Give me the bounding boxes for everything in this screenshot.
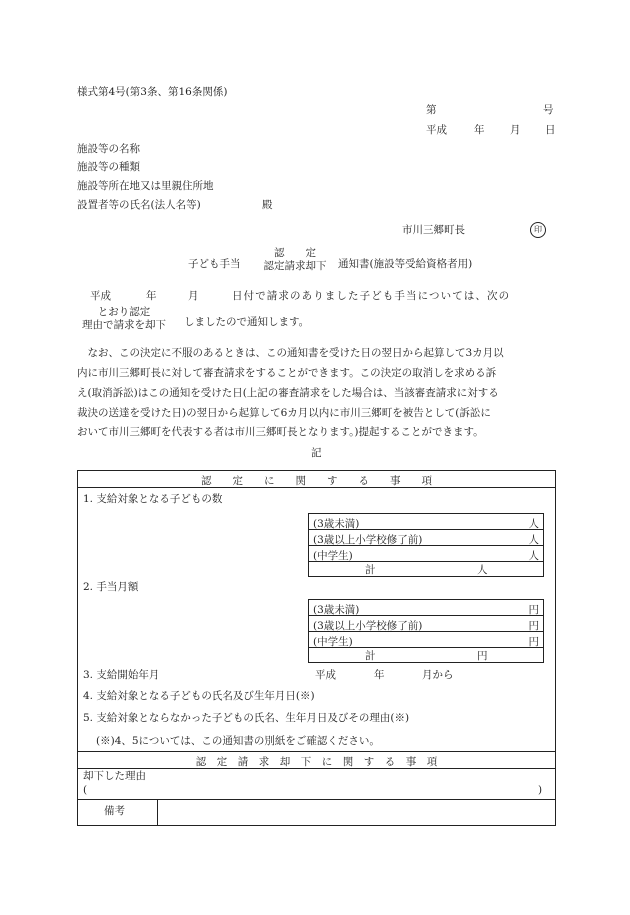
title-prefix: 子ども手当 xyxy=(188,258,241,270)
appeal-line-5: おいて市川三郷町を代表する者は市川三郷町長となります。)提起することができます。 xyxy=(77,426,484,438)
approval-header: 認 定 に 関 す る 事 項 xyxy=(201,475,432,487)
facility-name-label: 施設等の名称 xyxy=(77,143,140,155)
notice-text: 日付で請求のありました子ども手当については、次の xyxy=(232,290,511,302)
child-count-total: 計 人 xyxy=(365,564,488,576)
notice-option-approval: とおり認定 xyxy=(97,306,151,318)
honorific: 殿 xyxy=(262,199,273,211)
approval-note: (※)4、5については、この通知書の別紙をご確認ください。 xyxy=(96,735,380,747)
child-count-box xyxy=(308,513,544,577)
item3-era: 平成 xyxy=(315,669,336,681)
divider xyxy=(78,487,555,488)
founder-name-label: 設置者等の氏名(法人名等) xyxy=(77,199,201,211)
item3-year: 年 xyxy=(374,669,385,681)
child-count-row-preschool: (3歳以上小学校修了前) 人 xyxy=(309,530,543,546)
date-day: 日 xyxy=(545,124,556,136)
date-era: 平成 xyxy=(426,124,447,136)
notice-option-rejection: 理由で請求を却下 xyxy=(82,319,166,332)
item1-label: 1. 支給対象となる子どもの数 xyxy=(83,493,223,505)
ki-label: 記 xyxy=(311,447,322,459)
item5-label: 5. 支給対象とならなかった子どもの氏名、生年月日及びその理由(※) xyxy=(83,712,410,724)
notice-year: 年 xyxy=(146,290,157,302)
rejection-header: 認 定 請 求 却 下 に 関 す る 事 項 xyxy=(195,756,438,768)
amount-row-middle: (中学生) 円 xyxy=(309,632,543,648)
appeal-line-1: なお、この決定に不服のあるときは、この通知書を受けた日の翌日から起算して3カ月以 xyxy=(77,347,504,359)
amount-total: 計 円 xyxy=(365,650,488,662)
appeal-line-4: 裁決の送達を受けた日)の翌日から起算して6カ月以内に市川三郷町を被告として(訴訟に xyxy=(77,407,491,419)
rejection-reason-label: 却下した理由 xyxy=(83,770,146,782)
divider xyxy=(78,799,555,800)
title-option-stack xyxy=(255,247,335,273)
remarks-label: 備考 xyxy=(104,805,125,817)
child-count-row-middle: (中学生) 人 xyxy=(309,546,543,562)
amount-row-under3: (3歳未満) 円 xyxy=(309,600,543,616)
title-suffix: 通知書(施設等受給資格者用) xyxy=(338,258,473,270)
divider xyxy=(78,751,555,752)
amount-row-preschool: (3歳以上小学校修了前) 円 xyxy=(309,616,543,632)
date-year: 年 xyxy=(474,124,485,136)
rejection-open-paren: ( xyxy=(83,784,88,796)
item3-month-from: 月から xyxy=(422,669,454,681)
child-count-row-under3: (3歳未満) 人 xyxy=(309,514,543,530)
number-prefix: 第 xyxy=(426,104,437,116)
form-reference: 様式第4号(第3条、第16条関係) xyxy=(77,86,228,98)
facility-address-label: 施設等所在地又は里親住所地 xyxy=(77,180,214,192)
notice-month: 月 xyxy=(188,290,199,302)
issuer-seal xyxy=(530,222,546,238)
facility-type-label: 施設等の種類 xyxy=(77,161,140,173)
appeal-line-3: え(取消訴訟)はこの通知を受けた日(上記の審査請求をした場合は、当該審査請求に対する xyxy=(77,387,499,399)
number-suffix: 号 xyxy=(543,104,554,116)
decision-table xyxy=(77,470,556,826)
date-month: 月 xyxy=(510,124,521,136)
item4-label: 4. 支給対象となる子どもの氏名及び生年月日(※) xyxy=(83,690,315,702)
rejection-close-paren: ) xyxy=(538,784,543,796)
title-option-approval: 認 定 xyxy=(274,247,316,259)
remarks-divider xyxy=(157,799,158,825)
notice-end: しましたので通知します。 xyxy=(184,316,310,328)
issuer-name: 市川三郷町長 xyxy=(402,224,465,236)
notice-option-stack xyxy=(74,306,174,332)
appeal-line-2: 内に市川三郷町長に対して審査請求をすることができます。この決定の取消しを求める訴 xyxy=(77,367,497,379)
item3-label: 3. 支給開始年月 xyxy=(83,669,160,681)
item2-label: 2. 手当月額 xyxy=(83,581,139,593)
divider xyxy=(78,768,555,769)
title-option-rejection: 認定請求却下 xyxy=(263,260,327,273)
notice-era: 平成 xyxy=(90,290,111,302)
seal-stamp: 印 xyxy=(530,222,546,238)
monthly-amount-box xyxy=(308,599,544,663)
